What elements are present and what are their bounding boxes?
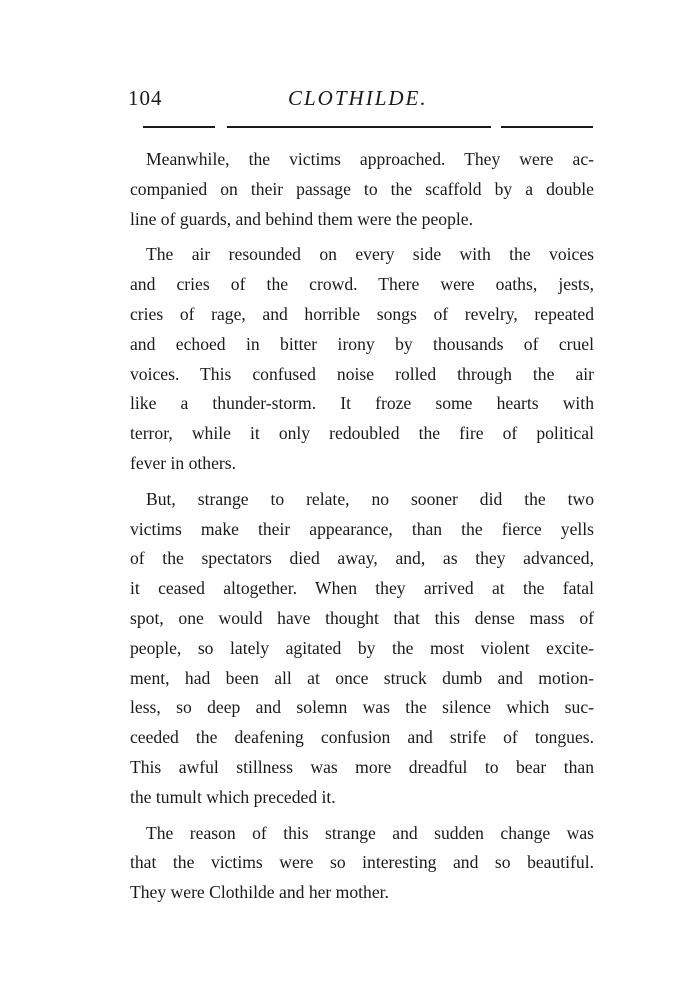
text-line: victims make their appearance, than the fierce yells (130, 518, 594, 539)
text-line: and cries of the crowd. There were oaths, jests, (130, 274, 594, 295)
text-line: ment, had been all at once struck dumb and motion- (130, 667, 594, 688)
text-line: The reason of this strange and sudden change was (146, 822, 594, 843)
text-line: people, so lately agitated by the most violent excite- (130, 637, 594, 658)
text-line: that the victims were so interesting and so beautiful. (130, 852, 594, 873)
paragraph (130, 145, 594, 234)
header-rule-segment (501, 126, 593, 128)
text-line: the tumult which preceded it. (130, 786, 336, 807)
text-line: spot, one would have thought that this dense mass of (130, 607, 594, 628)
header-rule-segment (227, 126, 491, 128)
text-line: it ceased altogether. When they arrived at the fatal (130, 578, 594, 599)
text-line: fever in others. (130, 452, 237, 473)
paragraph (130, 819, 594, 908)
header-rule-segment (143, 126, 215, 128)
text-line: cries of rage, and horrible songs of revelry, repeated (130, 303, 594, 324)
text-line: But, strange to relate, no sooner did the two (146, 488, 594, 509)
header-rule (143, 124, 593, 130)
page-header (128, 86, 588, 116)
text-line: and echoed in bitter irony by thousands of cruel (130, 333, 594, 354)
text-line: The air resounded on every side with the voices (146, 244, 594, 265)
text-line: Meanwhile, the victims approached. They were ac- (146, 149, 594, 169)
text-line: They were Clothilde and her mother. (130, 882, 389, 903)
text-line: of the spectators died away, and, as they advanced, (130, 548, 594, 569)
text-line: voices. This confused noise rolled through the air (130, 363, 594, 384)
paragraph (130, 485, 594, 813)
text-line: like a thunder-storm. It froze some hearts with (130, 393, 594, 414)
text-line: This awful stillness was more dreadful to bear than (130, 756, 594, 777)
text-line: line of guards, and behind them were the people. (130, 208, 473, 229)
paragraph (130, 240, 594, 478)
text-line: less, so deep and solemn was the silence which suc- (130, 697, 594, 718)
text-line: ceeded the deafening confusion and strife of tongues. (130, 727, 594, 748)
page-number: 104 (128, 86, 163, 110)
running-title: CLOTHILDE. (288, 86, 428, 110)
body-text (130, 145, 594, 914)
text-line: terror, while it only redoubled the fire of political (130, 423, 594, 444)
text-line: companied on their passage to the scaffold by a double (130, 178, 594, 199)
